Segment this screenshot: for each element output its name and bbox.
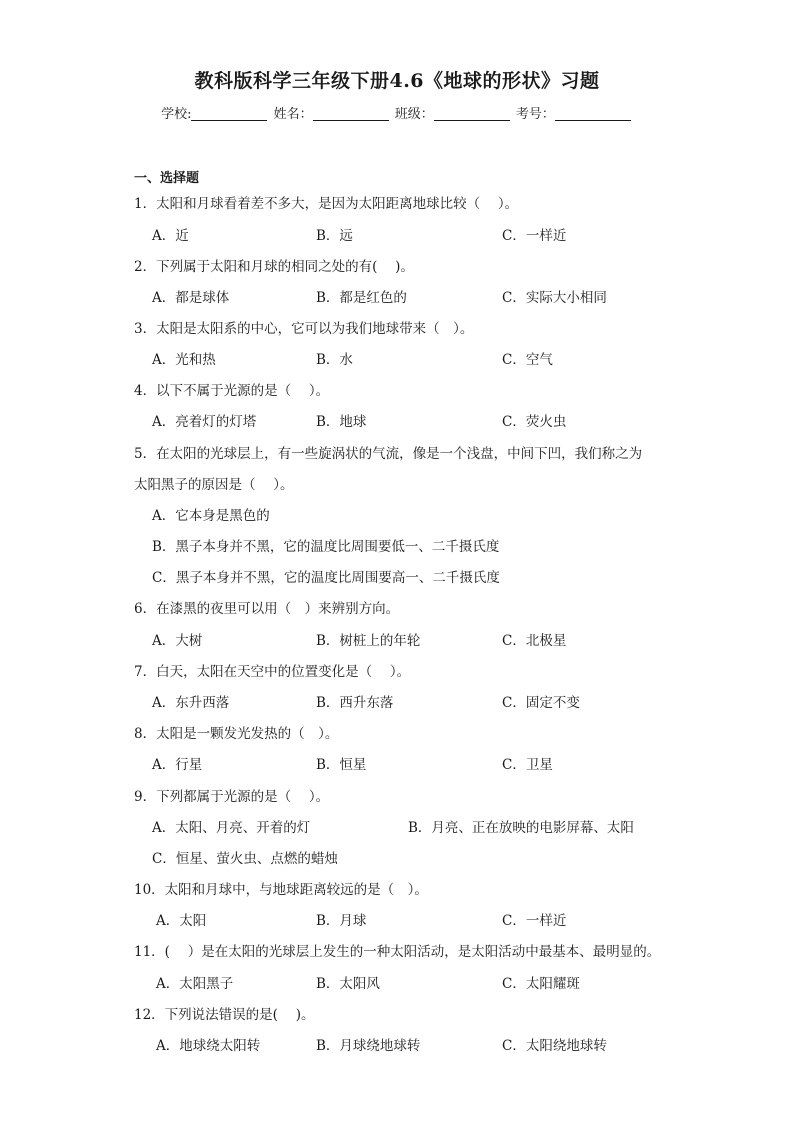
q4-option-b[interactable]: B．地球 [316,414,367,430]
q4-option-c[interactable]: C．荧火虫 [502,414,567,430]
q8-option-b[interactable]: B．恒星 [316,757,367,773]
q11-option-c[interactable]: C．太阳耀斑 [502,976,580,992]
question-12-stem: 12．下列说法错误的是( )。 [134,1007,315,1023]
question-1-stem: 1．太阳和月球看着差不多大，是因为太阳距离地球比较（ ）。 [134,196,519,212]
question-2-stem: 2．下列属于太阳和月球的相同之处的有( )。 [134,259,414,275]
question-11-stem: 11．( ）是在太阳的光球层上发生的一种太阳活动，是太阳活动中最基本、最明显的。 [134,944,661,960]
q1-option-b[interactable]: B．远 [316,228,353,244]
q2-option-c[interactable]: C．实际大小相同 [502,290,607,306]
question-6-stem: 6．在漆黑的夜里可以用（ ）来辨别方向。 [134,601,400,617]
question-5-stem-continued: 太阳黑子的原因是（ ）。 [134,477,294,493]
q6-option-a[interactable]: A．大树 [152,633,203,649]
q9-option-c[interactable]: C．恒星、萤火虫、点燃的蜡烛 [152,851,338,867]
q7-option-c[interactable]: C．固定不变 [502,695,580,711]
class-blank[interactable] [434,108,510,121]
question-7-stem: 7．白天，太阳在天空中的位置变化是（ ）。 [134,664,411,680]
q3-option-a[interactable]: A．光和热 [152,352,216,368]
q5-option-b[interactable]: B．黑子本身并不黑，它的温度比周围要低一、二千摄氏度 [152,539,500,555]
q9-option-b[interactable]: B．月亮、正在放映的电影屏幕、太阳 [408,820,634,836]
page-title: 教科版科学三年级下册4.6《地球的形状》习题 [194,70,600,92]
exam-no-blank[interactable] [555,108,631,121]
question-3-stem: 3．太阳是太阳系的中心，它可以为我们地球带来（ ）。 [134,321,474,337]
q11-option-b[interactable]: B．太阳风 [316,976,380,992]
question-8-stem: 8．太阳是一颗发光发热的（ ）。 [134,726,339,742]
q6-option-c[interactable]: C．北极星 [502,633,567,649]
question-9-stem: 9．下列都属于光源的是（ ）。 [134,789,330,805]
class-label: 班级： [394,107,434,122]
q12-option-a[interactable]: A．地球绕太阳转 [156,1038,261,1054]
school-label: 学校: [161,107,192,122]
name-blank[interactable] [313,108,389,121]
school-blank[interactable] [191,108,267,121]
q10-option-b[interactable]: B．月球 [316,913,367,929]
q11-option-a[interactable]: A．太阳黑子 [156,976,234,992]
q3-option-b[interactable]: B．水 [316,352,353,368]
q10-option-c[interactable]: C．一样近 [502,913,567,929]
q8-option-a[interactable]: A．行星 [152,757,203,773]
q6-option-b[interactable]: B．树桩上的年轮 [316,633,421,649]
q5-option-c[interactable]: C．黑子本身并不黑，它的温度比周围要高一、二千摄氏度 [152,570,500,586]
q12-option-b[interactable]: B．月球绕地球转 [316,1038,421,1054]
question-4-stem: 4．以下不属于光源的是（ ）。 [134,383,330,399]
q1-option-c[interactable]: C．一样近 [502,228,567,244]
q5-option-a[interactable]: A．它本身是黑色的 [152,508,270,524]
name-label: 姓名： [273,107,313,122]
question-5-stem: 5．在太阳的光球层上，有一些旋涡状的气流，像是一个浅盘，中间下凹，我们称之为 [134,446,643,462]
q8-option-c[interactable]: C．卫星 [502,757,553,773]
q2-option-b[interactable]: B．都是红色的 [316,290,407,306]
q2-option-a[interactable]: A．都是球体 [152,290,230,306]
student-info-line [0,103,794,122]
q4-option-a[interactable]: A．亮着灯的灯塔 [152,414,257,430]
section-heading: 一、选择题 [134,171,200,186]
q1-option-a[interactable]: A．近 [152,228,189,244]
q3-option-c[interactable]: C．空气 [502,352,553,368]
exam-no-label: 考号： [515,107,555,122]
question-10-stem: 10．太阳和月球中，与地球距离较远的是（ ）。 [134,882,428,898]
q7-option-b[interactable]: B．西升东落 [316,695,394,711]
q12-option-c[interactable]: C．太阳绕地球转 [502,1038,607,1054]
q9-option-a[interactable]: A．太阳、月亮、开着的灯 [152,820,311,836]
q10-option-a[interactable]: A．太阳 [156,913,207,929]
q7-option-a[interactable]: A．东升西落 [152,695,230,711]
